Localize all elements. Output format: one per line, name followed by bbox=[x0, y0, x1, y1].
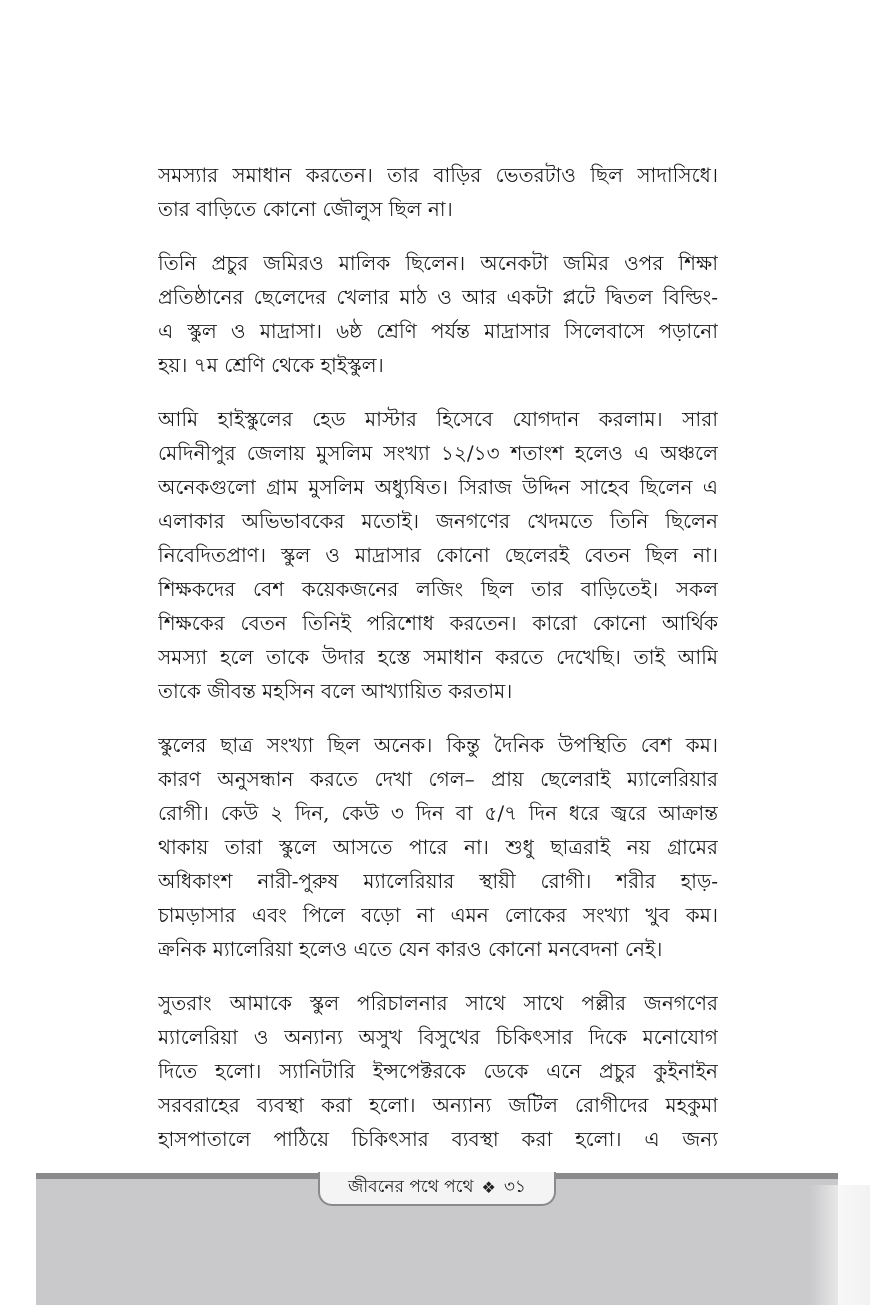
body-text bbox=[158, 158, 718, 1176]
text-line: প্রতিষ্ঠানের ছেলেদের খেলার মাঠ ও আর একটা প্লটে দ্বিতল বিল্ডিং- bbox=[158, 285, 718, 309]
book-title: জীবনের পথে পথে bbox=[348, 1177, 474, 1197]
text-line: এ স্কুল ও মাদ্রাসা। ৬ষ্ঠ শ্রেণি পর্যন্ত মাদ্রাসার সিলেবাসে পড়ানো bbox=[158, 319, 718, 343]
text-line: চামড়াসার এবং পিলে বড়ো না এমন লোকের সংখ্যা খুব কম। bbox=[158, 903, 718, 927]
text-line: কারণ অনুসন্ধান করতে দেখা গেল– প্রায় ছেলেরাই ম্যালেরিয়ার bbox=[158, 767, 718, 791]
paragraph-5 bbox=[158, 986, 718, 1156]
paragraph-2 bbox=[158, 246, 718, 382]
footer-running-head bbox=[318, 1172, 556, 1206]
text-line: তার বাড়িতে কোনো জৌলুস ছিল না। bbox=[158, 197, 453, 221]
text-line: অধিকাংশ নারী-পুরুষ ম্যালেরিয়ার স্থায়ী রোগী। শরীর হাড়- bbox=[158, 869, 718, 893]
paragraph-1 bbox=[158, 158, 718, 226]
text-line: দিতে হলো। স্যানিটারি ইন্সপেক্টরকে ডেকে এনে প্রচুর কুইনাইন bbox=[158, 1059, 718, 1083]
text-line: ক্রনিক ম্যালেরিয়া হলেও এতে যেন কারও কোনো মনবেদনা নেই। bbox=[158, 937, 663, 961]
text-line: হয়। ৭ম শ্রেণি থেকে হাইস্কুল। bbox=[158, 353, 384, 377]
text-line: সমস্যা হলে তাকে উদার হস্তে সমাধান করতে দেখেছি। তাই আমি bbox=[158, 645, 718, 669]
paragraph-3 bbox=[158, 402, 718, 708]
text-line: থাকায় তারা স্কুলে আসতে পারে না। শুধু ছাত্ররাই নয় গ্রামের bbox=[158, 835, 718, 859]
paragraph-4 bbox=[158, 728, 718, 966]
text-line: তিনি প্রচুর জমিরও মালিক ছিলেন। অনেকটা জমির ওপর শিক্ষা bbox=[158, 251, 718, 275]
text-line: হাসপাতালে পাঠিয়ে চিকিৎসার ব্যবস্থা করা হলো। এ জন্য bbox=[158, 1127, 718, 1151]
page-corner-shade bbox=[810, 1185, 870, 1305]
text-line: শিক্ষকদের বেশ কয়েকজনের লজিং ছিল তার বাড়িতেই। সকল bbox=[158, 577, 718, 601]
text-line: নিবেদিতপ্রাণ। স্কুল ও মাদ্রাসার কোনো ছেলেরই বেতন ছিল না। bbox=[158, 543, 718, 567]
text-line: ম্যালেরিয়া ও অন্যান্য অসুখ বিসুখের চিকিৎসার দিকে মনোযোগ bbox=[158, 1025, 718, 1049]
text-line: শিক্ষকের বেতন তিনিই পরিশোধ করতেন। কারো কোনো আর্থিক bbox=[158, 611, 718, 635]
text-line: স্কুলের ছাত্র সংখ্যা ছিল অনেক। কিন্তু দৈনিক উপস্থিতি বেশ কম। bbox=[158, 733, 718, 757]
text-line: সুতরাং আমাকে স্কুল পরিচালনার সাথে সাথে পল্লীর জনগণের bbox=[158, 991, 718, 1015]
text-line: সরবরাহের ব্যবস্থা করা হলো। অন্যান্য জটিল রোগীদের মহকুমা bbox=[158, 1093, 718, 1117]
text-line: সমস্যার সমাধান করতেন। তার বাড়ির ভেতরটাও ছিল সাদাসিধে। bbox=[158, 163, 718, 187]
text-line: অনেকগুলো গ্রাম মুসলিম অধ্যুষিত। সিরাজ উদ্দিন সাহেব ছিলেন এ bbox=[158, 475, 718, 499]
text-line: তাকে জীবন্ত মহসিন বলে আখ্যায়িত করতাম। bbox=[158, 679, 513, 703]
diamond-flower-icon: ❖ bbox=[481, 1178, 496, 1197]
text-line: আমি হাইস্কুলের হেড মাস্টার হিসেবে যোগদান করলাম। সারা bbox=[158, 407, 718, 431]
text-line: এলাকার অভিভাবকের মতোই। জনগণের খেদমতে তিনি ছিলেন bbox=[158, 509, 718, 533]
page-number: ৩১ bbox=[503, 1177, 526, 1197]
text-line: রোগী। কেউ ২ দিন, কেউ ৩ দিন বা ৫/৭ দিন ধরে জ্বরে আক্রান্ত bbox=[158, 801, 718, 825]
text-line: মেদিনীপুর জেলায় মুসলিম সংখ্যা ১২/১৩ শতাংশ হলেও এ অঞ্চলে bbox=[158, 441, 718, 465]
